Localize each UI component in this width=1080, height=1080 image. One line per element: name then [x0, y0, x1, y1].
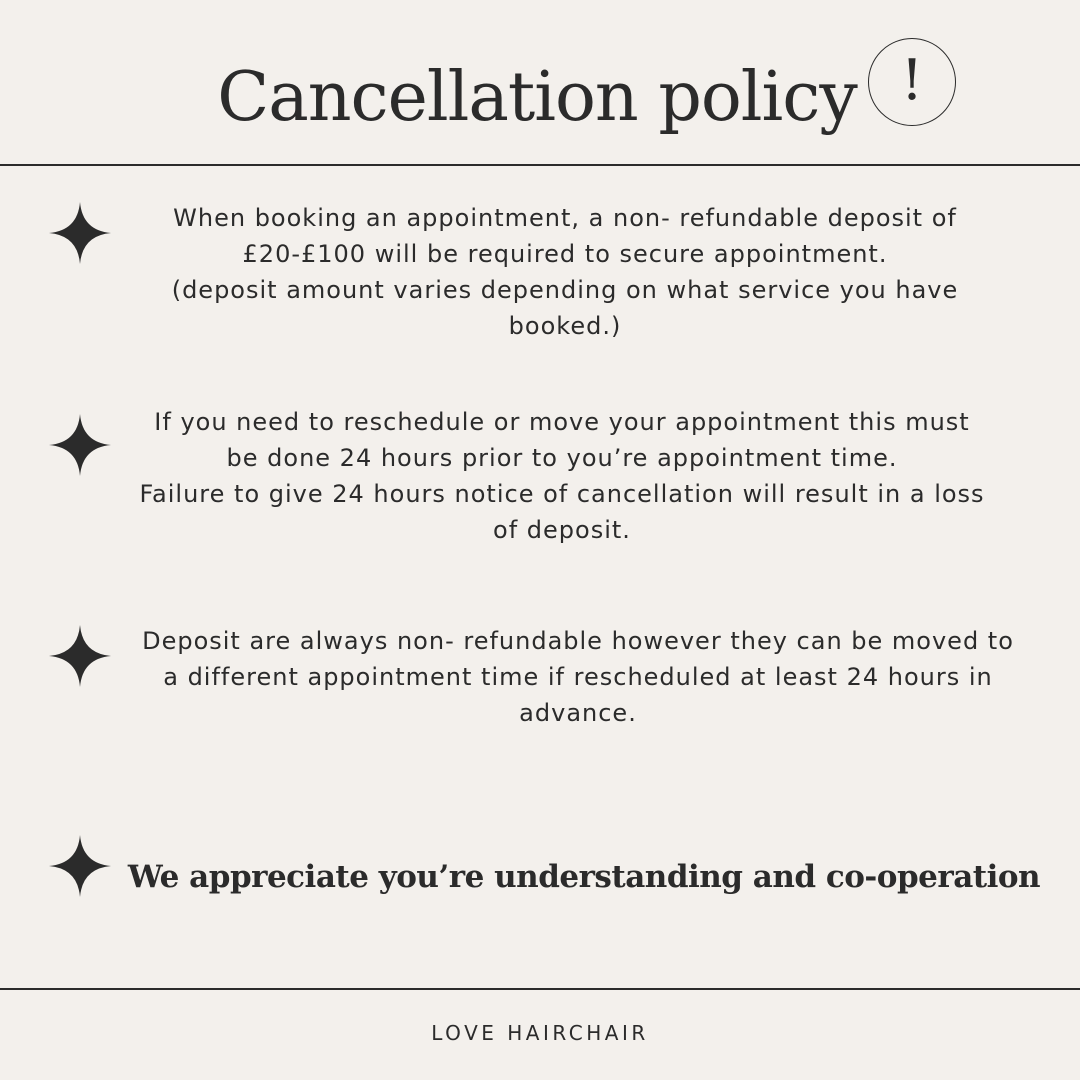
- policy-line: If you need to reschedule or move your appointment this must: [154, 408, 970, 436]
- policy-refund-text: [104, 623, 1052, 731]
- four-point-star-icon: [49, 625, 111, 687]
- page-title: Cancellation policy: [217, 58, 857, 137]
- policy-line: Deposit are always non- refundable however they can be moved to: [142, 627, 1014, 655]
- exclamation-circle-icon: [868, 38, 956, 126]
- policy-deposit-text: [120, 200, 1010, 344]
- bottom-divider: [0, 988, 1080, 990]
- four-point-star-icon: [49, 835, 111, 897]
- policy-line: (deposit amount varies depending on what service you have: [171, 276, 959, 304]
- policy-line: booked.): [508, 312, 622, 340]
- policy-line: advance.: [519, 699, 637, 727]
- policy-line: be done 24 hours prior to you’re appointment time.: [226, 444, 898, 472]
- policy-line: a different appointment time if rescheduled at least 24 hours in: [163, 663, 993, 691]
- policy-line: £20-£100 will be required to secure appointment.: [242, 240, 888, 268]
- four-point-star-icon: [49, 202, 111, 264]
- exclamation-mark: !: [900, 48, 924, 113]
- policy-line: Failure to give 24 hours notice of cancellation will result in a loss: [139, 480, 985, 508]
- closing-message: We appreciate you’re understanding and co-operation: [127, 859, 1041, 895]
- brand-footer: LOVE HAIRCHAIR: [431, 1021, 649, 1045]
- policy-line: of deposit.: [493, 516, 631, 544]
- policy-line: When booking an appointment, a non- refundable deposit of: [173, 204, 957, 232]
- top-divider: [0, 164, 1080, 166]
- policy-reschedule-text: [100, 404, 1024, 548]
